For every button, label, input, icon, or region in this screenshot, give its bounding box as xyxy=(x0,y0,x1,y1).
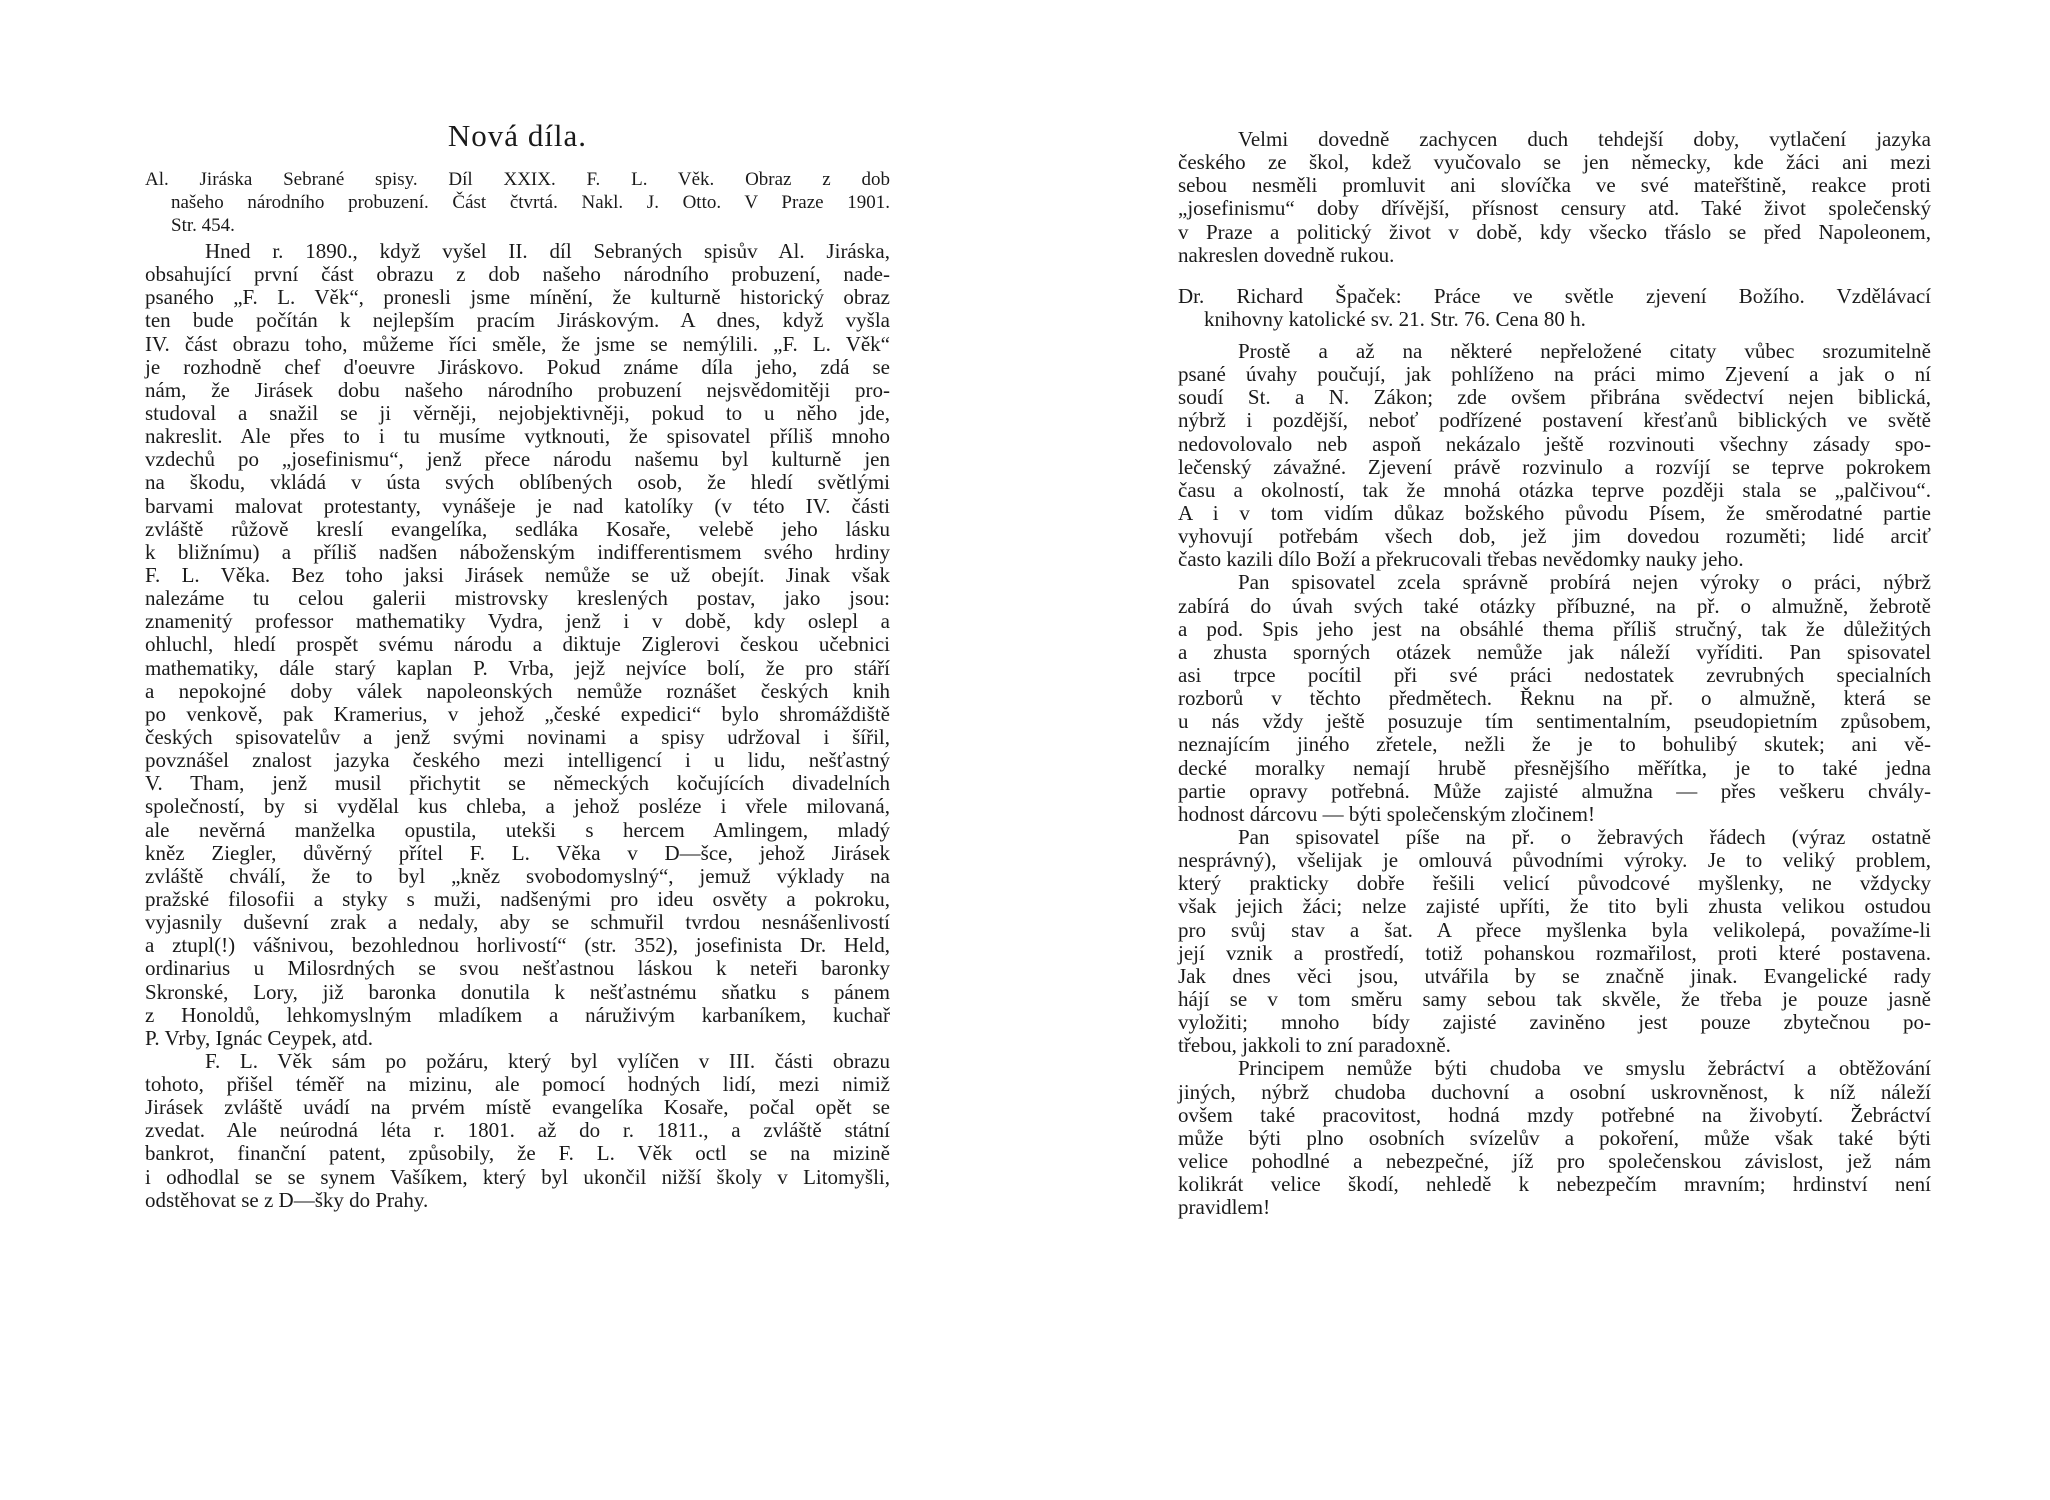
text-line: znamenitý professor mathematiky Vydra, jenž i v době, kdy oslepl a xyxy=(145,609,890,634)
text-line: zabírá do úvah svých také otázky příbuzné, na př. o almužně, žebrotě xyxy=(1178,593,1931,618)
entry-line: Al. Jiráska Sebrané spisy. Díl XXIX. F. L. Věk. Obraz z dob xyxy=(145,169,890,190)
text-line: nesprávný), všelijak je omlouvá původními výroky. Je to veliký problem, xyxy=(1178,848,1931,873)
text-line: ovšem také pracovitost, hodná mzdy potřebné na živobytí. Žebráctví xyxy=(1178,1102,1931,1127)
text-line: lečenský závažné. Zjevení právě rozvinulo a rozvíjí se teprve pokrokem xyxy=(1178,454,1931,479)
text-line: soudí St. a N. Zákon; zde ovšem přibrána svědectví nejen biblická, xyxy=(1178,385,1931,410)
text-line: a zhusta sporných otázek nemůže jak náleží vyříditi. Pan spisovatel xyxy=(1178,639,1931,664)
review-text-spacek xyxy=(1178,340,1931,1219)
text-line: mathematiky, dále starý kaplan P. Vrba, jejž nejvíce bolí, že pro stáří xyxy=(145,655,890,680)
text-line: který prakticky dobře řešili velicí původcové myšlenky, ne vždycky xyxy=(1178,871,1931,896)
text-line: kolikrát velice škodí, nehledě k nebezpečím mravním; hrdinství není xyxy=(1178,1172,1931,1197)
text-line: V. Tham, jenž musil přichytit se německých kočujících divadelních xyxy=(145,771,890,796)
text-line: hájí se v tom směru samy sebou tak skvěle, že třeba je pouze jasně xyxy=(1178,986,1931,1011)
text-line: nalezáme tu celou galerii mistrovsky kreslených postav, jako jsou: xyxy=(145,586,890,611)
text-line: partie opravy potřebná. Může zajisté almužna — přes veškeru chvály- xyxy=(1178,778,1931,803)
text-line: asi trpce pocítil při své práci nedostatek zevrubných specialních xyxy=(1178,662,1931,687)
text-line: pro svůj stav a šat. A přece myšlenka byla velikolepá, považíme-li xyxy=(1178,917,1931,942)
text-line: často kazili dílo Boží a překrucovali třebas nevědomky nauky jeho. xyxy=(1178,547,1744,572)
text-line: a ztupl(!) vášnivou, bezohlednou horlivostí“ (str. 352), josefinista Dr. Held, xyxy=(145,933,890,958)
text-line: ordinarius u Milosrdných se svou nešťastnou láskou k neteři baronky xyxy=(145,956,890,981)
review-text-jirasek-continued xyxy=(1178,128,1931,267)
text-line: může býti plno osobních svízelův a pokoření, může však také býti xyxy=(1178,1125,1931,1150)
text-line: ten bude počítán k nejlepším pracím Jiráskovým. A dnes, když vyšla xyxy=(145,308,890,333)
entry-line: Str. 454. xyxy=(171,215,235,237)
text-line: vyhovují potřebám všech dob, jež jim dovedou rozuměti; lidé arciť xyxy=(1178,524,1931,549)
text-line: Velmi dovedně zachycen duch tehdejší doby, vytlačení jazyka xyxy=(1238,127,1931,151)
text-line: jiných, nýbrž chudoba duchovní a osobní uskrovněnost, k níž náleží xyxy=(1178,1079,1931,1104)
text-line: tohoto, přišel téměř na mizinu, ale pomocí hodných lidí, mezi nimiž xyxy=(145,1072,890,1097)
text-line: bankrot, finanční patent, způsobily, že F. L. Věk octl se na mizině xyxy=(145,1141,890,1166)
text-line: u nás vždy ještě posuzuje tím sentimentalním, pseudopietním způsobem, xyxy=(1178,709,1931,734)
text-line: zvedat. Ale neúrodná léta r. 1801. až do r. 1811., a zvláště státní xyxy=(145,1118,890,1143)
text-line: „josefinismu“ doby dřívější, přísnost censury atd. Také život společenský xyxy=(1178,196,1931,221)
text-line: Hned r. 1890., když vyšel II. díl Sebraných spisův Al. Jiráska, xyxy=(205,239,890,263)
text-line: českých spisovatelův a jenž svými novinami a spisy udržoval i šířil, xyxy=(145,724,890,749)
text-line: třebou, jakkoli to zní paradoxně. xyxy=(1178,1033,1451,1058)
text-line: zvláště chválí, že to byl „kněz svobodomyslný“, jemuž výklady na xyxy=(145,863,890,888)
text-line: ohluchl, hledí prospět svému národu a diktuje Ziglerovi českou učebnici xyxy=(145,632,890,657)
entry-line: knihovny katolické sv. 21. Str. 76. Cena 80 h. xyxy=(1204,307,1586,332)
text-line: zvláště růžově kreslí evangelíka, sedláka Kosaře, velebě jeho lásku xyxy=(145,516,890,541)
text-line: hodnost dárcovu — býti společenským zločinem! xyxy=(1178,801,1595,826)
text-line: českého ze škol, kdež vyučovalo se jen německy, kde žáci ani mezi xyxy=(1178,150,1931,175)
text-line: Skronské, Lory, již baronka donutila k nešťastnému sňatku s pánem xyxy=(145,979,890,1004)
text-line: vzdechů po „josefinismu“, jenž přece národu našemu byl kulturně jen xyxy=(145,447,890,472)
text-line: po venkově, pak Kramerius, v jehož „české expedici“ bylo shromáždiště xyxy=(145,701,890,726)
text-line: z Honoldů, lehkomyslným mladíkem a náruživým karbaníkem, kuchař xyxy=(145,1002,890,1027)
text-line: je rozhodně chef d'oeuvre Jiráskovo. Pokud známe díla jeho, zdá se xyxy=(145,354,890,379)
text-line: času a okolností, tak že mnohá otázka teprve později stala se „palčivou“. xyxy=(1178,477,1931,502)
text-line: nám, že Jirásek dobu našeho národního probuzení nejsvědomitěji pro- xyxy=(145,377,890,402)
text-line: Prostě a až na některé nepřeložené citaty vůbec srozumitelně xyxy=(1238,339,1931,363)
text-line: psaného „F. L. Věk“, pronesli jsme mínění, že kulturně historický obraz xyxy=(145,285,890,310)
text-line: rozborů v těchto předmětech. Řeknu na př. o almužně, která se xyxy=(1178,686,1931,711)
text-line: na škodu, vkládá v ústa svých oblíbených osob, že hledí světlými xyxy=(145,470,890,495)
text-line: však jejich žáci; nelze zajisté upříti, že tito byli zhusta velikou ostudou xyxy=(1178,894,1931,919)
text-line: Jak dnes věci jsou, utvářila by se značně jinak. Evangelické rady xyxy=(1178,963,1931,988)
text-line: vyjasnily duševní zrak a nedaly, aby se schmuřil tvrdou nesnášenlivostí xyxy=(145,910,890,935)
text-line: Jirásek zvláště uvádí na prvém místě evangelíka Kosaře, počal opět se xyxy=(145,1095,890,1120)
text-line: decké moralky nemají hrubě přesnějšího měřítka, je to také jedna xyxy=(1178,755,1931,780)
text-line: nakreslen dovedně rukou. xyxy=(1178,242,1395,267)
text-line: nedovolovalo neb aspoň nekázalo ještě rozvinouti všechny zásady spo- xyxy=(1178,431,1931,456)
text-line: povznášel znalost jazyka českého mezi intelligencí i u lidu, nešťastný xyxy=(145,748,890,773)
text-line: obsahující první část obrazu z dob našeho národního probuzení, nade- xyxy=(145,262,890,287)
text-line: odstěhovat se z D—šky do Prahy. xyxy=(145,1187,429,1212)
text-line: P. Vrby, Ignác Ceypek, atd. xyxy=(145,1025,373,1050)
text-line: F. L. Věka. Bez toho jaksi Jirásek nemůže se už obejít. Jinak však xyxy=(145,562,890,587)
text-line: Pan spisovatel zcela správně probírá nejen výroky o práci, nýbrž xyxy=(1238,570,1931,595)
text-line: k bližnímu) a příliš nadšen náboženským indifferentismem svého hrdiny xyxy=(145,539,890,564)
text-line: Pan spisovatel píše na př. o žebravých řádech (výraz ostatně xyxy=(1238,824,1931,849)
text-line: a nepokojné doby válek napoleonských nemůže roznášet českých knih xyxy=(145,678,890,703)
text-line: ale nevěrná manželka opustila, utekši s hercem Amlingem, mladý xyxy=(145,817,890,842)
review-text-jirasek xyxy=(145,240,890,1212)
text-line: její vznik a prostředí, totiž pohanskou rozmařilost, proti které postavena. xyxy=(1178,940,1931,965)
text-line: sebou nesměli promluvit ani slovíčka ve své mateřštině, reakce proti xyxy=(1178,173,1931,198)
text-line: kněz Ziegler, důvěrný přítel F. L. Věka v D—šce, jehož Jirásek xyxy=(145,840,890,865)
book-entry-jirasek xyxy=(145,168,890,237)
text-line: IV. část obrazu toho, můžeme říci směle, že jsme se nemýlili. „F. L. Věk“ xyxy=(145,331,890,356)
text-line: i odhodlal se se synem Vašíkem, který byl ukončil nižší školy v Litomyšli, xyxy=(145,1164,890,1189)
text-line: barvami malovat protestanty, vynášeje je nad katolíky (v této IV. části xyxy=(145,493,890,518)
text-line: A i v tom vidím důkaz božského původu Písem, že směrodatné partie xyxy=(1178,500,1931,525)
text-line: nýbrž i pozdější, neboť podřízené postavení křesťanů biblických ve světě xyxy=(1178,408,1931,433)
text-line: pravidlem! xyxy=(1178,1195,1271,1220)
text-line: velice pohodlné a nebezpečné, jíž pro společenskou závislost, jež nám xyxy=(1178,1148,1931,1173)
text-line: společností, by si vydělal kus chleba, a jehož posléze i vřele milovaná, xyxy=(145,794,890,819)
text-line: vyložiti; mnoho bídy zajisté zaviněno jest pouze zbytečnou po- xyxy=(1178,1010,1931,1035)
text-line: studoval a snažil se ji věrněji, nejobjektivněji, pokud to u něho jde, xyxy=(145,400,890,425)
text-line: v Praze a politický život v době, kdy všecko třáslo se před Napoleonem, xyxy=(1178,219,1931,244)
text-line: neznajícím jiného zřetele, nežli že je to bohulibý skutek; ani vě- xyxy=(1178,732,1931,757)
text-line: nakreslit. Ale přes to i tu musíme vytknouti, že spisovatel příliš mnoho xyxy=(145,424,890,449)
entry-line: našeho národního probuzení. Část čtvrtá. Nakl. J. Otto. V Praze 1901. xyxy=(171,192,890,214)
text-line: psané úvahy poučují, jak pohlíženo na práci mimo Zjevení a jak o ní xyxy=(1178,362,1931,387)
text-line: Principem nemůže býti chudoba ve smyslu žebráctví a obtěžování xyxy=(1238,1056,1931,1081)
text-line: pražské filosofii a styky s muži, nadšenými pro ideu osvěty a pokroku, xyxy=(145,886,890,911)
entry-line: Dr. Richard Špaček: Práce ve světle zjevení Božího. Vzdělávací xyxy=(1178,284,1931,308)
section-title: Nová díla. xyxy=(447,118,588,153)
text-line: F. L. Věk sám po požáru, který byl vylíčen v III. části obrazu xyxy=(205,1048,890,1073)
text-line: a pod. Spis jeho jest na obsáhlé thema příliš stručný, tak že důležitých xyxy=(1178,616,1931,641)
book-entry-spacek xyxy=(1178,285,1931,331)
